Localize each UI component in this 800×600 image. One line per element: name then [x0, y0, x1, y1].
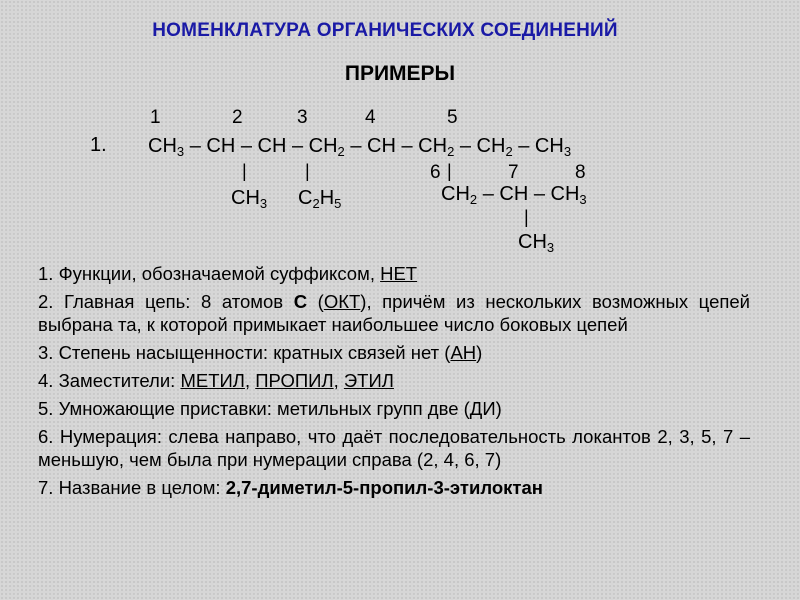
locant-1: 1	[150, 107, 161, 128]
propyl-branch: $CH_2$ – CH – $CH_3$	[441, 183, 587, 207]
step-6: 6. Нумерация: слева направо, что даёт последовательность локантов 2, 3, 5, 7 – меньшую, чем была при нумерации справа (2, 4, 6, 7)	[38, 426, 750, 470]
compound-name: 2,7-диметил-5-пропил-3-этилоктан	[225, 477, 543, 498]
bond-c2: |	[242, 161, 247, 181]
locant-2: 2	[232, 107, 243, 128]
explanation-list	[38, 262, 750, 504]
step-3: 3. Степень насыщенности: кратных связей нет (АН)	[38, 342, 483, 363]
bond-c3: |	[305, 161, 310, 181]
step-7: 7. Название в целом: 2,7-диметил-5-пропил-3-этилоктан	[38, 477, 543, 498]
step-5: 5. Умножающие приставки: метильных групп две (ДИ)	[38, 398, 502, 419]
example-label: 1.	[90, 134, 107, 156]
step-2: 2. Главная цепь: 8 атомов С (ОКТ), причём из нескольких возможных цепей выбрана та, к которой примыкает наибольшее число боковых цепей	[38, 291, 750, 335]
locant-3: 3	[297, 107, 308, 128]
bond-c7: |	[524, 207, 529, 227]
slide-title: НОМЕНКЛАТУРА ОРГАНИЧЕСКИХ СОЕДИНЕНИЙ	[152, 20, 618, 41]
step-1: 1. Функции, обозначаемой суффиксом, НЕТ	[38, 263, 418, 284]
slide-subtitle: ПРИМЕРЫ	[344, 62, 456, 85]
step-4: 4. Заместители: МЕТИЛ, ПРОПИЛ, ЭТИЛ	[38, 370, 394, 391]
locant-8: 8	[575, 162, 586, 183]
locant-4: 4	[365, 107, 376, 128]
locant-6: 6	[430, 162, 441, 183]
main-chain: $CH_3$ – CH – CH – $CH_2$ – CH – $CH_2 - CH_2 - CH_3$	[148, 135, 572, 159]
bond-c5: |	[447, 161, 452, 181]
locant-7: 7	[508, 162, 519, 183]
methyl-branch-lower: $CH_3$	[518, 231, 555, 255]
locant-5: 5	[447, 107, 458, 128]
ethyl-branch: $C_2H_5$	[298, 187, 342, 211]
methyl-branch: $CH_3$	[231, 187, 268, 211]
